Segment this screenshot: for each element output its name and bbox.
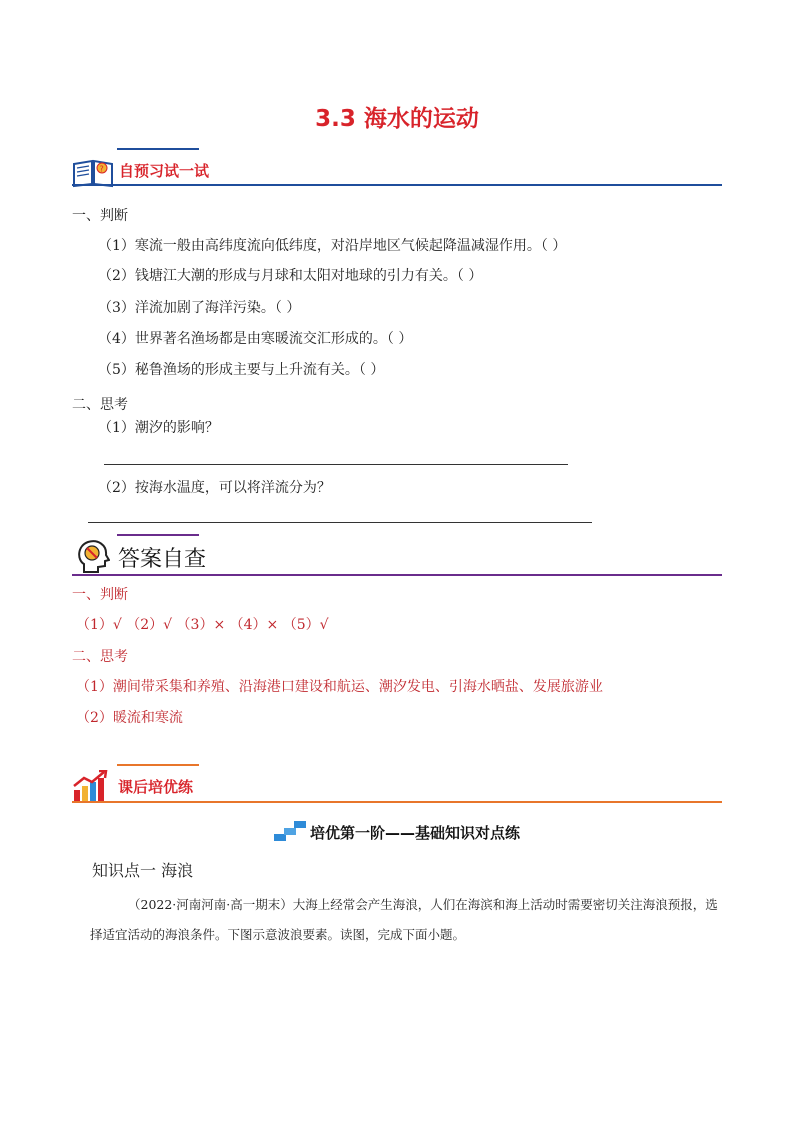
judgment-item-3: （3）洋流加剧了海洋污染。（ ） [98,300,301,316]
thinking-answer-1: （1）潮间带采集和养殖、沿海港口建设和航运、潮汐发电、引海水晒盐、发展旅游业 [76,679,603,695]
thinking-item-1: （1）潮汐的影响？ [98,420,219,436]
judgment-answers: （1）√ （2）√ （3）× （4）× （5）√ [76,617,329,633]
judgment-item-2: （2）钱塘江大潮的形成与月球和太阳对地球的引力有关。（ ） [98,268,483,284]
knowledge-point-title: 知识点一 海浪 [92,861,194,880]
answer-heading-judgment: 一、判断 [72,587,128,603]
section-header-preview [72,148,722,188]
level-subheading-text: 培优第一阶——基础知识对点练 [309,824,520,842]
question-paragraph: （2022·河南河南·高一期末）大海上经常会产生海浪，人们在海滨和海上活动时需要密切关注海浪预报，选择适宜活动的海浪条件。下图示意波浪要素。读图，完成下面小题。 [90,897,718,942]
page-title: 3.3 海水的运动 [315,106,479,132]
header-accent-line [117,764,199,766]
section-divider [72,801,722,803]
section-title-practice: 课后培优练 [118,778,194,796]
section-divider [72,574,722,576]
section-header-practice [72,764,722,806]
heading-judgment: 一、判断 [72,208,128,224]
answer-blank-line[interactable] [104,464,568,465]
head-thinking-icon [74,538,110,574]
section-title-preview: 自预习试一试 [119,162,210,180]
section-divider [72,184,722,186]
level-subheading [0,820,794,843]
header-accent-line [117,148,199,150]
section-header-answers [72,534,722,578]
judgment-item-4: （4）世界著名渔场都是由寒暖流交汇形成的。（ ） [98,331,413,347]
judgment-item-5: （5）秘鲁渔场的形成主要与上升流有关。（ ） [98,362,385,378]
thinking-item-2: （2）按海水温度，可以将洋流分为？ [98,480,331,496]
answer-heading-thinking: 二、思考 [72,649,128,665]
thinking-answer-2: （2）暖流和寒流 [76,710,183,726]
header-accent-line [117,534,199,536]
judgment-item-1: （1）寒流一般由高纬度流向低纬度，对沿岸地区气候起降温减湿作用。（ ） [98,238,567,254]
section-title-answers: 答案自查 [118,547,207,572]
heading-thinking: 二、思考 [72,397,128,413]
stairs-icon [274,820,308,842]
svg-text:?: ? [99,164,104,174]
growth-chart-icon [72,770,108,802]
answer-blank-line[interactable] [88,522,592,523]
